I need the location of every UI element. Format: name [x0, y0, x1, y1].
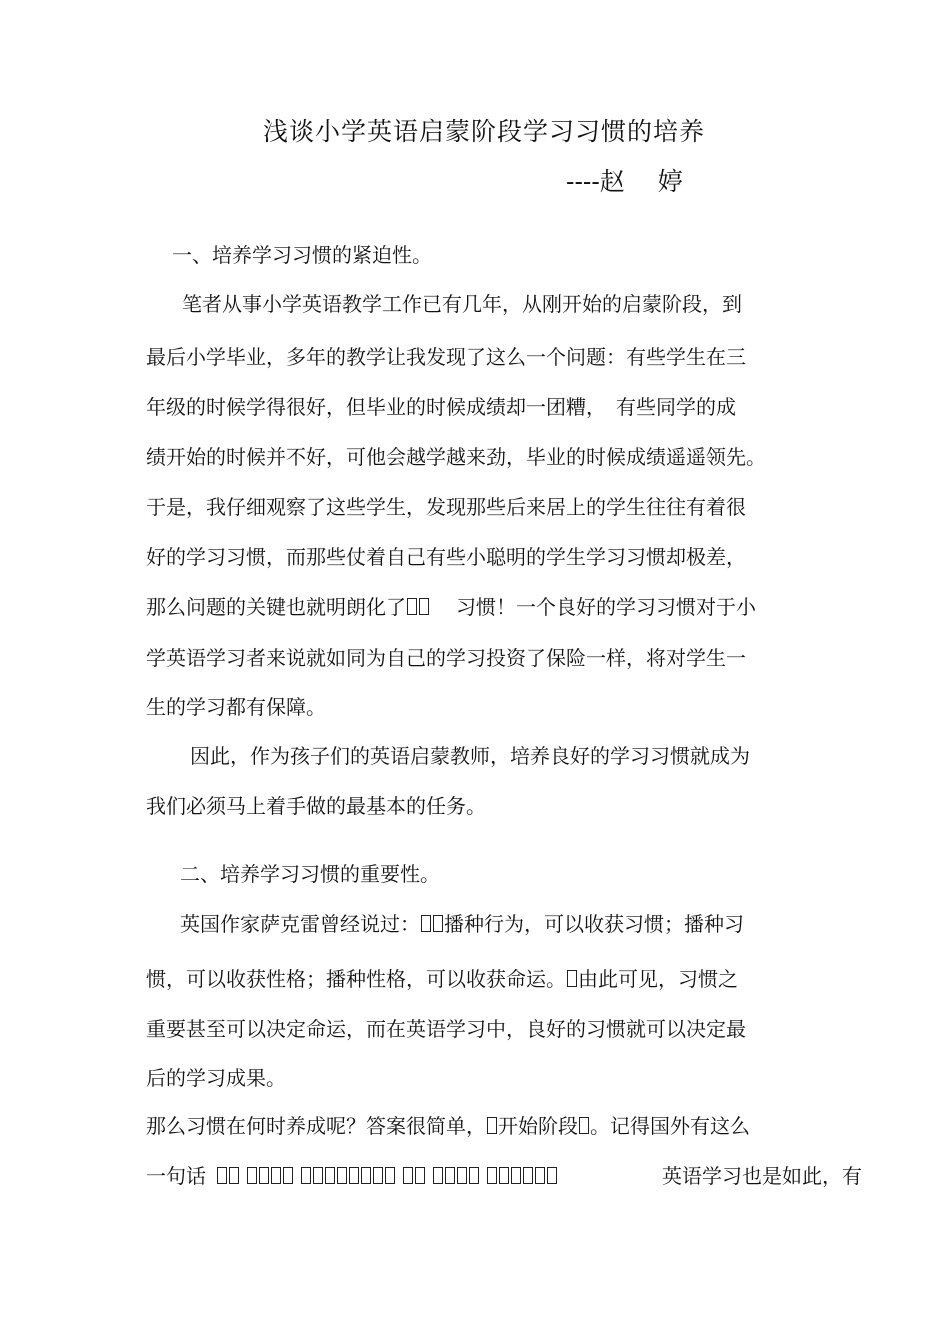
section-heading-2 — [180, 860, 850, 888]
missing-glyph-icon — [487, 1117, 497, 1134]
paragraph-line — [180, 910, 850, 938]
line-text: 笔者从事小学英语教学工作已有几年，从刚开始的启蒙阶段，到 — [182, 292, 742, 316]
missing-glyph-icon — [385, 1167, 395, 1184]
paragraph-line — [146, 693, 816, 721]
missing-glyph-icon — [325, 1167, 335, 1184]
paragraph-line — [146, 1162, 862, 1190]
missing-glyph-icon — [247, 1167, 257, 1184]
missing-glyph-icon — [373, 1167, 383, 1184]
line-text: 生的学习都有保障。 — [146, 695, 326, 719]
missing-glyph-icon — [535, 1167, 545, 1184]
paragraph-line — [146, 1015, 816, 1043]
missing-glyph-icon — [421, 915, 431, 932]
missing-glyph-icon — [337, 1167, 347, 1184]
document-author: ----赵 婷 — [566, 167, 683, 196]
line-text: 最后小学毕业，多年的教学让我发现了这么一个问题：有些学生在三 — [146, 345, 746, 369]
section-heading-text: 一、培养学习习惯的紧迫性。 — [172, 243, 432, 267]
missing-glyph-icon — [229, 1167, 239, 1184]
line-text: 绩开始的时候并不好，可他会越学越来劲，毕业的时候成绩遥遥领先。 — [146, 445, 766, 469]
paragraph-line — [182, 290, 852, 318]
missing-glyph-icon — [271, 1167, 281, 1184]
paragraph-line — [146, 593, 816, 621]
line-text: 由此可见，习惯之 — [578, 967, 738, 991]
missing-glyph-icon — [547, 1167, 557, 1184]
paragraph-line — [146, 644, 816, 672]
missing-glyph-icon — [361, 1167, 371, 1184]
section-heading-1 — [172, 241, 842, 269]
missing-glyph-icon — [457, 1167, 467, 1184]
line-text: 年级的时候学得很好，但毕业的时候成绩却一团糟， 有些同学的成 — [146, 395, 736, 419]
line-text: 英国作家萨克雷曾经说过： — [180, 912, 420, 936]
line-text: 于是，我仔细观察了这些学生，发现那些后来居上的学生往往有着很 — [146, 495, 746, 519]
document-title: 浅谈小学英语启蒙阶段学习习惯的培养 — [262, 117, 705, 146]
paragraph-line — [146, 1064, 816, 1092]
missing-glyph-icon — [403, 1167, 413, 1184]
paragraph-line — [146, 543, 816, 571]
line-text: 一句话 — [146, 1164, 206, 1188]
missing-glyph-icon — [419, 598, 429, 615]
paragraph-line — [190, 742, 860, 770]
paragraph-line — [146, 1112, 816, 1140]
missing-glyph-icon — [415, 1167, 425, 1184]
missing-glyph-icon — [433, 1167, 443, 1184]
paragraph-line — [146, 393, 816, 421]
paragraph-line — [146, 493, 816, 521]
line-text: 英语学习也是如此，有 — [662, 1164, 862, 1188]
line-text: 我们必须马上着手做的最基本的任务。 — [146, 794, 486, 818]
paragraph-line — [146, 792, 816, 820]
paragraph-line — [146, 965, 816, 993]
missing-glyph-icon — [445, 1167, 455, 1184]
missing-glyph-icon — [283, 1167, 293, 1184]
missing-glyph-icon — [567, 970, 577, 987]
missing-glyph-icon — [301, 1167, 311, 1184]
line-text: 开始阶段 — [498, 1114, 578, 1138]
line-text: 那么问题的关键也就明朗化了 — [146, 595, 406, 619]
line-text: 后的学习成果。 — [146, 1066, 286, 1090]
paragraph-line — [146, 343, 816, 371]
line-text: 习惯！一个良好的学习习惯对于小 — [456, 595, 756, 619]
missing-glyph-icon — [523, 1167, 533, 1184]
missing-glyph-icon — [499, 1167, 509, 1184]
paragraph-line — [146, 443, 816, 471]
line-text: 重要甚至可以决定命运，而在英语学习中，良好的习惯就可以决定最 — [146, 1017, 746, 1041]
line-text: 好的学习习惯，而那些仗着自己有些小聪明的学生学习习惯却极差， — [146, 545, 746, 569]
line-text: 学英语学习者来说就如同为自己的学习投资了保险一样，将对学生一 — [146, 646, 746, 670]
line-text: 那么习惯在何时养成呢？答案很简单， — [146, 1114, 486, 1138]
missing-glyph-icon — [433, 915, 443, 932]
section-heading-text: 二、培养学习习惯的重要性。 — [180, 862, 440, 886]
missing-glyph-icon — [217, 1167, 227, 1184]
missing-glyph-icon — [313, 1167, 323, 1184]
line-text: 惯，可以收获性格；播种性格，可以收获命运。 — [146, 967, 566, 991]
missing-glyph-icon — [259, 1167, 269, 1184]
missing-glyph-icon — [487, 1167, 497, 1184]
line-text: 。记得国外有这么 — [590, 1114, 750, 1138]
missing-glyph-icon — [511, 1167, 521, 1184]
missing-glyph-icon — [407, 598, 417, 615]
line-text: 因此，作为孩子们的英语启蒙教师，培养良好的学习习惯就成为 — [190, 744, 750, 768]
missing-glyph-icon — [579, 1117, 589, 1134]
missing-glyph-icon — [349, 1167, 359, 1184]
missing-glyph-icon — [469, 1167, 479, 1184]
line-text: 播种行为，可以收获习惯；播种习 — [444, 912, 744, 936]
